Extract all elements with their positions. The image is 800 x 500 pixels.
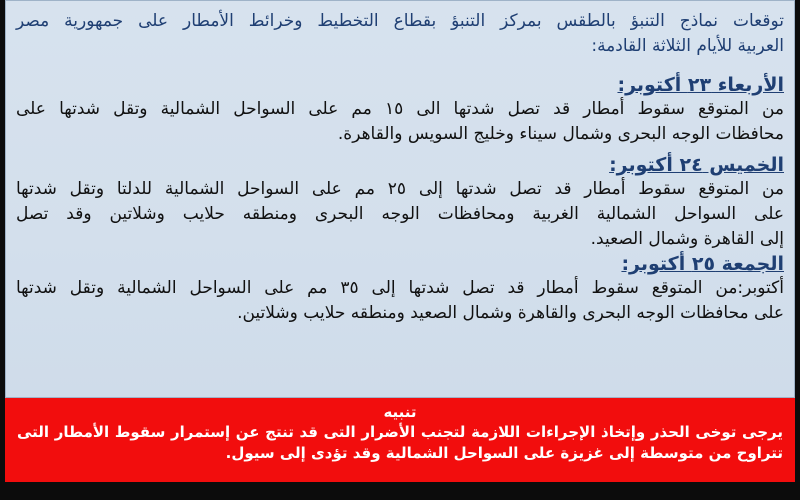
intro-line-1: توقعات نماذج التنبؤ بالطقس بمركز التنبؤ بقطاع التخطيط وخرائط الأمطار على جمهورية مصر [16,11,784,31]
warning-text [17,422,783,464]
day-section-wednesday [16,73,784,147]
day-title: الجمعة ٢٥ أكتوبر: [621,253,784,275]
day-forecast-text [16,276,784,326]
intro-line-2: العربية للأيام الثلاثة القادمة: [591,36,784,56]
warning-line-1: يرجى توخى الحذر وإتخاذ الإجراءات اللازمة لتجنب الأضرار التى قد تنتج عن إستمرار سقوط الأمطار التى [17,423,783,441]
day-forecast-text [16,97,784,147]
day-section-friday [16,252,784,326]
forecast-line: على السواحل الشمالية الغربية ومحافظات الوجه البحرى ومنطقه حلايب وشلاتين وقد تصل [16,204,784,224]
warning-line-2: تتراوح من متوسطة إلى غزيزة على السواحل الشمالية وقد تؤدى إلى سيول. [225,444,783,462]
forecast-line: من المتوقع سقوط أمطار قد تصل شدتها إلى ٢٥ مم على السواحل الشمالية للدلتا وتقل شدتها [16,179,784,199]
day-title: الخميس ٢٤ أكتوبر: [609,154,784,176]
day-section-thursday [16,153,784,252]
slide [5,0,795,500]
forecast-line: من المتوقع سقوط أمطار قد تصل شدتها الى ١٥ مم على السواحل الشمالية وتقل شدتها على [16,99,784,119]
forecast-panel [5,0,795,398]
forecast-line: إلى القاهرة وشمال الصعيد. [590,229,784,249]
forecast-line: على محافظات الوجه البحرى والقاهرة وشمال الصعيد ومنطقه حلايب وشلاتين. [237,303,784,323]
warning-title: تنبيه [383,403,417,421]
day-title: الأربعاء ٢٣ أكتوبر: [617,74,784,96]
forecast-line: أكتوبر:من المتوقع سقوط أمطار قد تصل شدتها إلى ٣٥ مم على السواحل الشمالية وتقل شدتها [16,278,784,298]
day-forecast-text [16,177,784,252]
warning-box [5,398,795,482]
forecast-line: محافظات الوجه البحرى وشمال سيناء وخليج السويس والقاهرة. [337,124,784,144]
forecast-intro [16,9,784,59]
